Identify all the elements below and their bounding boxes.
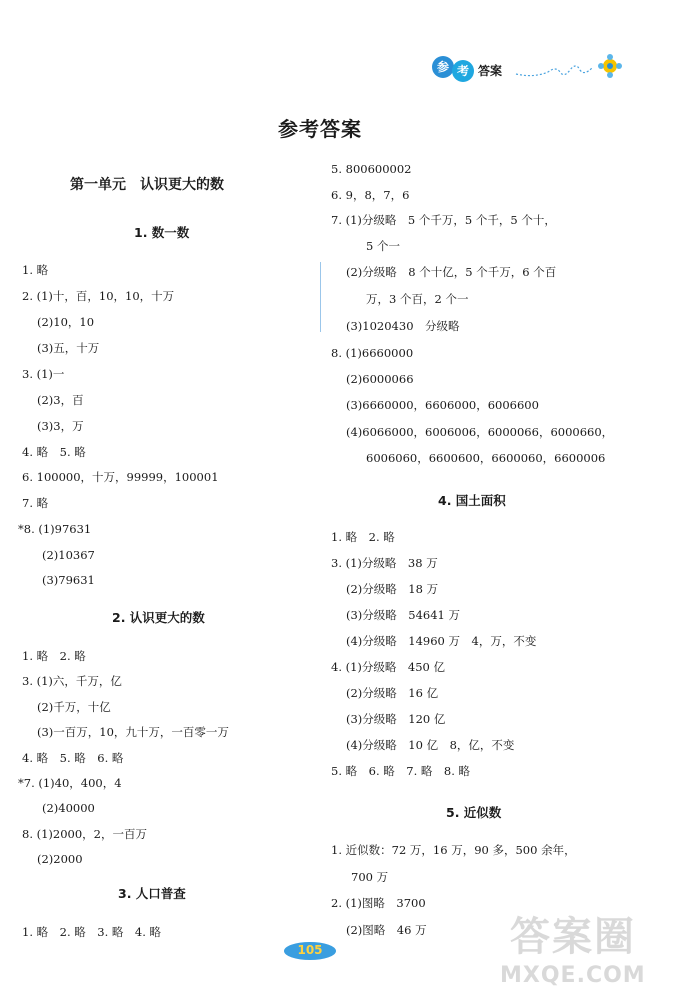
answer-line: (2)2000: [37, 852, 83, 866]
answer-line: (3)3，万: [37, 419, 84, 433]
answer-line: 4. 略 5. 略: [22, 445, 86, 459]
answer-line: (3)分级略 120 亿: [346, 712, 446, 726]
answer-line: (3)一百万，10，九十万，一百零一万: [37, 725, 229, 739]
answer-line: (2)千万，十亿: [37, 700, 111, 714]
header-badge: [432, 52, 622, 84]
answer-line: 1. 略 2. 略: [22, 649, 86, 663]
answer-line: 7. 略: [22, 496, 49, 510]
badge-bubble-2: 考: [452, 60, 474, 82]
answer-line: (2)分级略 8 个十亿，5 个千万，6 个百: [346, 265, 557, 279]
answer-line: (3)79631: [42, 573, 95, 587]
answer-line: 8. (1)6660000: [331, 346, 414, 360]
answer-line: 3. (1)六，千万，亿: [22, 674, 122, 688]
watermark-line-2: MXQE.COM: [500, 963, 646, 988]
answer-line: (2)分级略 16 亿: [346, 686, 439, 700]
margin-rule: [320, 262, 321, 332]
answer-line: 1. 近似数：72 万，16 万，90 多，500 余年，: [331, 843, 576, 857]
page-number: [280, 940, 340, 962]
answer-line: 8. (1)2000，2，一百万: [22, 827, 148, 841]
answer-line: 1. 略 2. 略: [331, 530, 395, 544]
section-title-5: 5. 近似数: [446, 805, 502, 820]
answer-line: (4)6066000，6006006，6000066，6000660，: [346, 425, 614, 439]
answer-line: (2)10367: [42, 548, 95, 562]
section-title-3: 3. 人口普查: [118, 886, 186, 901]
answer-line: 6006060，6600600，6600060，6600006: [366, 451, 606, 465]
answer-line: 4. (1)分级略 450 亿: [331, 660, 446, 674]
answer-line: (2)40000: [42, 801, 95, 815]
answer-line: 1. 略: [22, 263, 49, 277]
answer-line: 5 个一: [366, 239, 400, 253]
page-number-text: 105: [297, 943, 323, 957]
answer-line: (2)6000066: [346, 372, 414, 386]
answer-line: (3)五，十万: [37, 341, 100, 355]
answer-line: (2)分级略 18 万: [346, 582, 439, 596]
watermark-line-1: 答案圈: [510, 914, 636, 960]
badge-bubble-1: 参: [432, 56, 454, 78]
answer-line: (4)分级略 14960 万 4，万，不变: [346, 634, 537, 648]
flower-swirl-icon: [514, 52, 622, 84]
answer-line: 4. 略 5. 略 6. 略: [22, 751, 124, 765]
answer-line: 3. (1)分级略 38 万: [331, 556, 438, 570]
answer-line: (3)6660000，6606000，6006600: [346, 398, 539, 412]
section-title-2: 2. 认识更大的数: [112, 610, 205, 625]
answer-line: *8. (1)97631: [18, 522, 92, 536]
section-title-4: 4. 国土面积: [438, 493, 506, 508]
answer-line: 2. (1)图略 3700: [331, 896, 426, 910]
answer-line: 1. 略 2. 略 3. 略 4. 略: [22, 925, 162, 939]
badge-text: 答案: [478, 64, 503, 78]
answer-line: 5. 800600002: [331, 162, 412, 176]
page-title: 参考答案: [278, 117, 362, 141]
answer-line: (4)分级略 10 亿 8，亿，不变: [346, 738, 515, 752]
answer-line: 6. 100000，十万，99999，100001: [22, 470, 219, 484]
answer-line: 2. (1)十，百，10，10，十万: [22, 289, 175, 303]
answer-line: (2)图略 46 万: [346, 923, 427, 937]
unit-title: 第一单元 认识更大的数: [70, 177, 224, 193]
watermark: [500, 905, 670, 995]
answer-line: 万，3 个百，2 个一: [366, 292, 469, 306]
answer-line: 3. (1)一: [22, 367, 65, 381]
answer-line: (2)10，10: [37, 315, 95, 329]
answer-line: (3)分级略 54641 万: [346, 608, 461, 622]
answer-line: *7. (1)40，400，4: [18, 776, 122, 790]
answer-line: (2)3，百: [37, 393, 84, 407]
answer-line: 5. 略 6. 略 7. 略 8. 略: [331, 764, 471, 778]
answer-line: (3)1020430 分级略: [346, 319, 460, 333]
answer-line: 6. 9，8，7，6: [331, 188, 410, 202]
section-title-1: 1. 数一数: [134, 225, 190, 240]
answer-line: 7. (1)分级略 5 个千万，5 个千，5 个十，: [331, 213, 556, 227]
answer-line: 700 万: [351, 870, 389, 884]
